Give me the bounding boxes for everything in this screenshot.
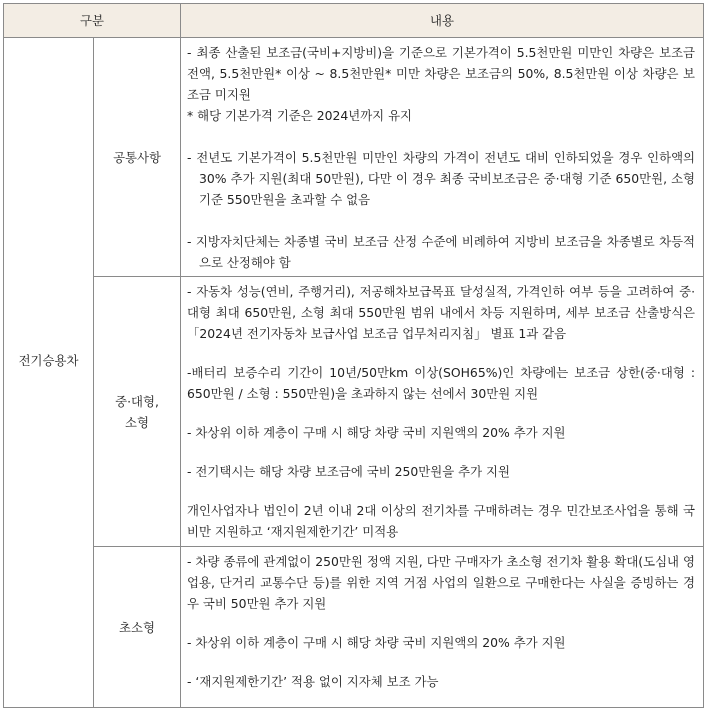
- content-common: [181, 38, 704, 277]
- header-content: 내용: [181, 4, 704, 38]
- header-row: [4, 4, 704, 38]
- content-item: - 차상위 이하 계층이 구매 시 해당 차량 국비 지원액의 20% 추가 지원: [187, 635, 566, 650]
- row-label-line: 소형: [125, 414, 149, 430]
- vehicle-class-cell: 전기승용차: [4, 38, 94, 708]
- row-label-line: 중·대형,: [115, 393, 159, 409]
- content-item: - 차량 종류에 관계없이 250만원 정액 지원, 다만 구매자가 초소형 전기차 활용 확대(도심내 영업용, 단거리 교통수단 등)를 위한 지역 거점 사업의 일환으로 구매한다는 사실을 증빙하는 경우 국비 50만원 추가 지원: [187, 554, 696, 611]
- content-micro: [181, 547, 704, 708]
- content-item: - 차상위 이하 계층이 구매 시 해당 차량 국비 지원액의 20% 추가 지원: [187, 425, 566, 440]
- table-row: [4, 277, 704, 547]
- content-item: 개인사업자나 법인이 2년 이내 2대 이상의 전기차를 구매하려는 경우 민간보조사업을 통해 국비만 지원하고 ‘재지원제한기간’ 미적용: [187, 503, 696, 539]
- content-item: - 전기택시는 해당 차량 보조금에 국비 250만원을 추가 지원: [187, 464, 510, 479]
- subsidy-table: [3, 3, 704, 708]
- content-item: - 자동차 성능(연비, 주행거리), 저공해차보급목표 달성실적, 가격인하 여부 등을 고려하여 중·대형 최대 650만원, 소형 최대 550만원 범위 내에서 차등 지원하며, 세부 보조금 산출방식은 「2024년 전기자동차 보급사업 보조금 업무처리지침」 별표 1과 같음: [187, 284, 696, 341]
- content-item: -배터리 보증수리 기간이 10년/50만km 이상(SOH65%)인 차량에는 보조금 상한(중·대형 : 650만원 / 소형 : 550만원)을 초과하지 않는 선에서 30만원 지원: [187, 365, 696, 401]
- content-mid-large-small: [181, 277, 704, 547]
- table-row: [4, 38, 704, 277]
- content-item: - 전년도 기본가격이 5.5천만원 미만인 차량의 가격이 전년도 대비 인하되었을 경우 인하액의 30% 추가 지원(최대 50만원), 다만 이 경우 최종 국비보조금은 중·대형 기준 650만원, 소형 기준 550만원을 초과할 수 없음: [187, 150, 696, 207]
- row-label-common: 공통사항: [94, 38, 181, 277]
- table-row: [4, 547, 704, 708]
- header-category: 구분: [4, 4, 181, 38]
- content-item: * 해당 기본가격 기준은 2024년까지 유지: [187, 108, 413, 123]
- content-item: - ‘재지원제한기간’ 적용 없이 지자체 보조 가능: [187, 674, 439, 689]
- row-label-mid-large-small: [94, 277, 181, 547]
- content-item: - 지방자치단체는 차종별 국비 보조금 산정 수준에 비례하여 지방비 보조금을 차종별로 차등적으로 산정해야 함: [187, 234, 696, 270]
- row-label-micro: 초소형: [94, 547, 181, 708]
- content-item: - 최종 산출된 보조금(국비+지방비)을 기준으로 기본가격이 5.5천만원 미만인 차량은 보조금 전액, 5.5천만원* 이상 ~ 8.5천만원* 미만 차량은 보조금의 50%, 8.5천만원 이상 차량은 보조금 미지원: [187, 45, 696, 102]
